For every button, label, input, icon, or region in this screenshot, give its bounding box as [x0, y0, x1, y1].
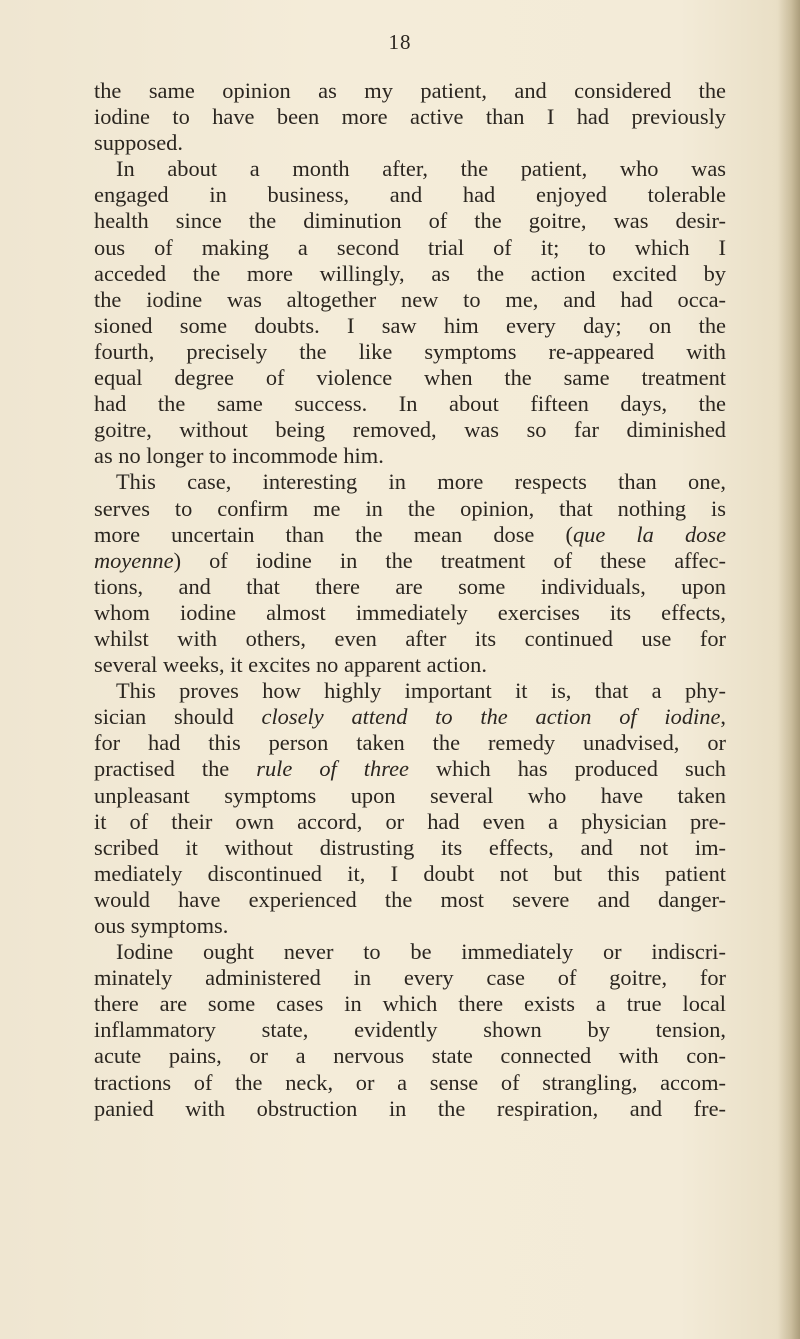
text-line: scribed it without distrusting its effects, and not im- — [94, 834, 726, 860]
text-line: mediately discontinued it, I doubt not but this patient — [94, 860, 726, 886]
text-line: inflammatory state, evidently shown by tension, — [94, 1017, 726, 1043]
text-line: ous symptoms. — [94, 913, 229, 938]
body-text — [94, 78, 726, 1122]
text-line: had the same success. In about fifteen days, the — [94, 391, 726, 417]
text-line: supposed. — [94, 130, 183, 156]
text-line: minately administered in every case of goitre, for — [94, 965, 726, 991]
text-line: In about a month after, the patient, who was — [116, 156, 726, 182]
page-number: 18 — [388, 30, 412, 54]
text-line: the same opinion as my patient, and considered the — [94, 78, 726, 103]
text-line: equal degree of violence when the same treatment — [94, 365, 726, 391]
text-line: it of their own accord, or had even a physician pre- — [94, 808, 726, 834]
italic-text: closely attend to the action of iodine — [261, 704, 721, 730]
text-line: unpleasant symptoms upon several who have taken — [94, 782, 726, 808]
text-line: fourth, precisely the like symptoms re-appeared with — [94, 338, 726, 364]
text-line: panied with obstruction in the respiration, and fre- — [94, 1095, 726, 1121]
text-line: acute pains, or a nervous state connected with con- — [94, 1043, 726, 1069]
text-line: practised the rule of three which has produced such — [94, 756, 726, 782]
text-line: acceded the more willingly, as the action excited by — [94, 260, 726, 286]
text-line: whom iodine almost immediately exercises its effects, — [94, 599, 726, 625]
text-line: for had this person taken the remedy unadvised, or — [94, 730, 726, 756]
text-line: there are some cases in which there exists a true local — [94, 991, 726, 1017]
italic-text: que la dose — [572, 521, 727, 547]
text-line: health since the diminution of the goitre, was desir- — [94, 208, 726, 234]
text-line: as no longer to incommode him. — [94, 443, 384, 469]
page-edge-shadow — [778, 0, 800, 1339]
text-line: goitre, without being removed, was so far diminished — [94, 417, 726, 443]
italic-text: moyenne — [94, 547, 174, 573]
text-line: engaged in business, and had enjoyed tolerable — [94, 182, 726, 208]
text-line: whilst with others, even after its continued use for — [94, 625, 726, 651]
text-line: more uncertain than the mean dose (que la dose — [94, 521, 727, 547]
text-line: several weeks, it excites no apparent action. — [94, 652, 487, 678]
text-line: tractions of the neck, or a sense of strangling, accom- — [94, 1069, 726, 1095]
text-line: tions, and that there are some individuals, upon — [94, 573, 726, 599]
text-line: the iodine was altogether new to me, and had occa- — [94, 286, 726, 312]
italic-text: rule of three — [256, 756, 409, 782]
text-line: This case, interesting in more respects than one, — [116, 469, 726, 495]
text-line: sioned some doubts. I saw him every day; on the — [94, 312, 726, 338]
text-line: sician should closely attend to the action of iodine, — [94, 704, 726, 730]
text-line: would have experienced the most severe and danger- — [94, 886, 726, 912]
text-line: This proves how highly important it is, that a phy- — [116, 678, 726, 704]
text-line: iodine to have been more active than I had previously — [94, 104, 726, 130]
text-line: moyenne) of iodine in the treatment of these affec- — [94, 547, 726, 573]
text-line: serves to confirm me in the opinion, that nothing is — [94, 495, 726, 521]
text-line: ous of making a second trial of it; to which I — [94, 234, 726, 260]
text-line: Iodine ought never to be immediately or indiscri- — [116, 939, 726, 965]
